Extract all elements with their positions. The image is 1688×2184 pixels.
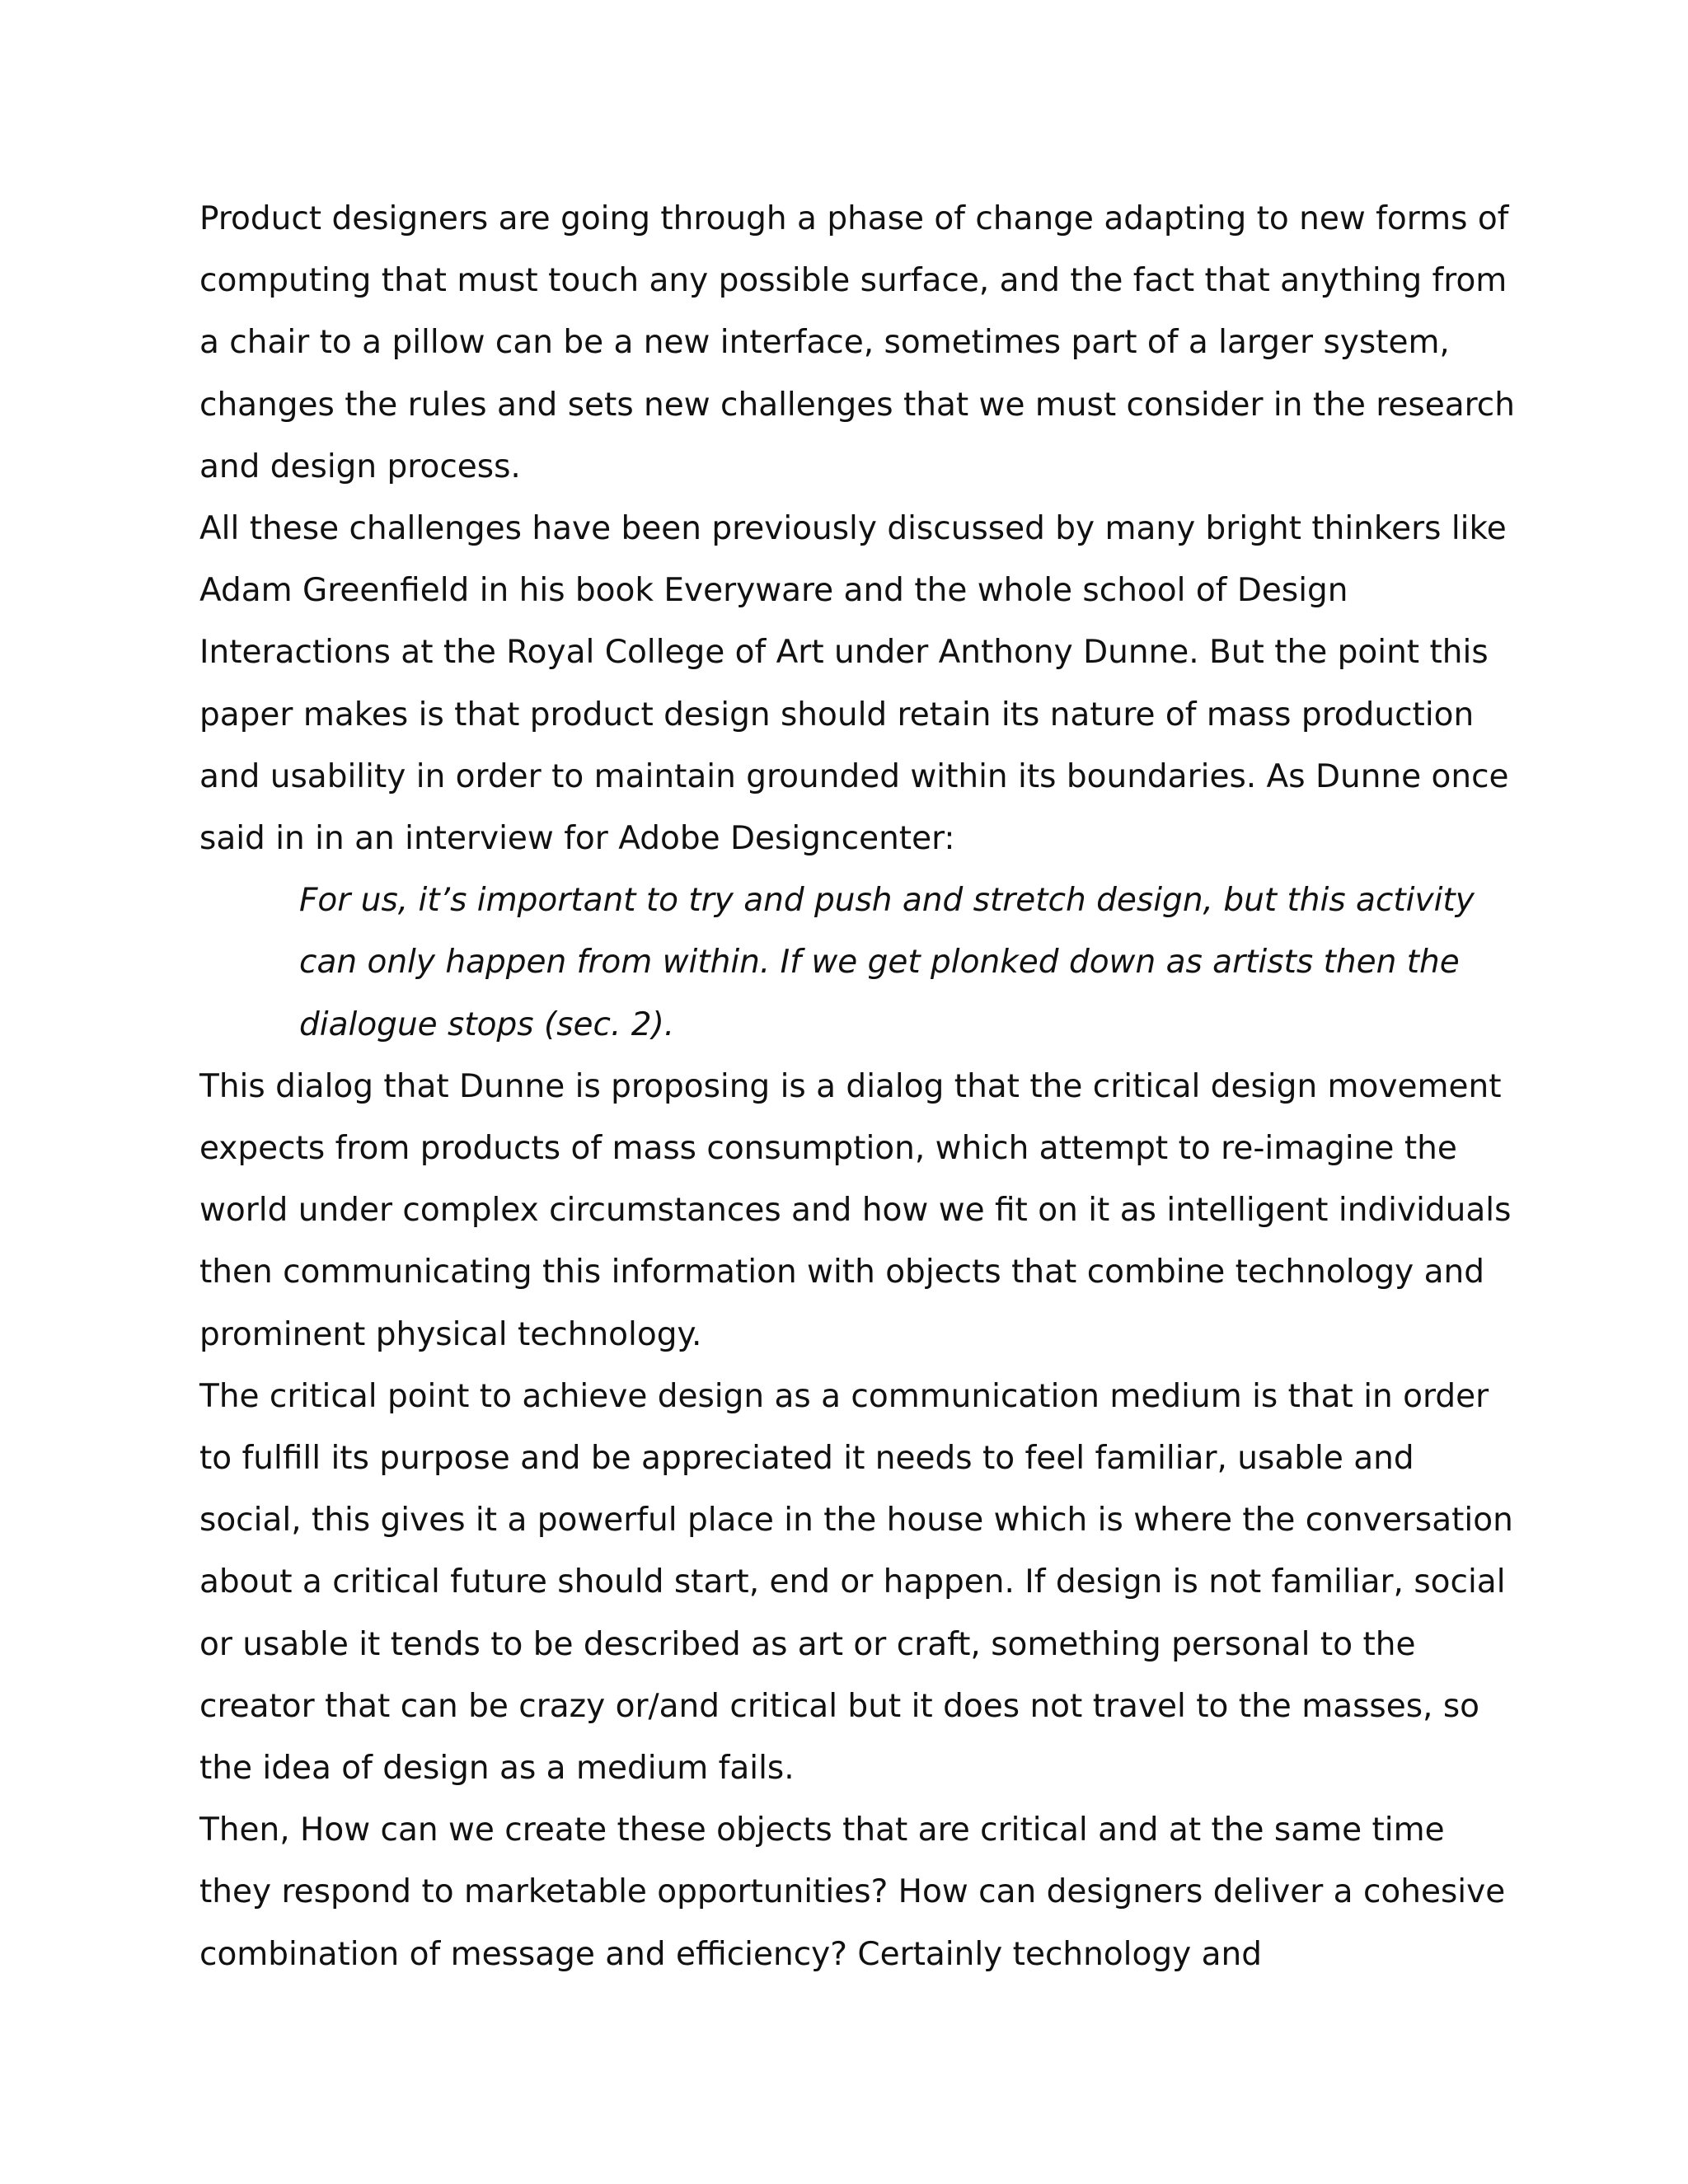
- paragraph-challenges: All these challenges have been previously discussed by many bright thinkers like Adam Greenfield in his book Everyware and the whole school of Design Interactions at the Royal College of Art under Anthony Dunne. But the point this paper makes is that product design should retain its nature of mass production and usability in order to maintain grounded within its boundaries. As Dunne once said in in an interview for Adobe Designcenter:: [199, 510, 1509, 858]
- paragraph-design-change: Product designers are going through a phase of change adapting to new forms of computing that must touch any possible surface, and the fact that anything from a chair to a pillow can be a new interface, sometimes part of a larger system, changes the rules and sets new challenges that we must consider in the research and design process.: [199, 200, 1515, 485]
- block-quote-dunne: For us, it’s important to try and push and stretch design, but this activity can only happen from within. If we get plonked down as artists then the dialogue stops (sec. 2).: [299, 882, 1475, 1043]
- paragraph-critical-point: The critical point to achieve design as a communication medium is that in order to fulfill its purpose and be appreciated it needs to feel familiar, usable and social, this gives it a powerful place in the house which is where the conversation about a critical future should start, end or happen. If design is not familiar, social or usable it tends to be described as art or craft, something personal to the creator that can be crazy or/and critical but it does not travel to the masses, so the idea of design as a medium fails.: [199, 1377, 1513, 1788]
- paragraph-dialog: This dialog that Dunne is proposing is a dialog that the critical design movement expects from products of mass consumption, which attempt to re-imagine the world under complex circumstances and how we fit on it as intelligent individuals then communicating this information with objects that combine technology and prominent physical technology.: [199, 1067, 1512, 1353]
- paragraph-questions: Then, How can we create these objects that are critical and at the same time they respond to marketable opportunities? How can designers deliver a cohesive combination of message and efficiency? Certainly technology and: [199, 1811, 1506, 1973]
- body-text: [199, 188, 1518, 1985]
